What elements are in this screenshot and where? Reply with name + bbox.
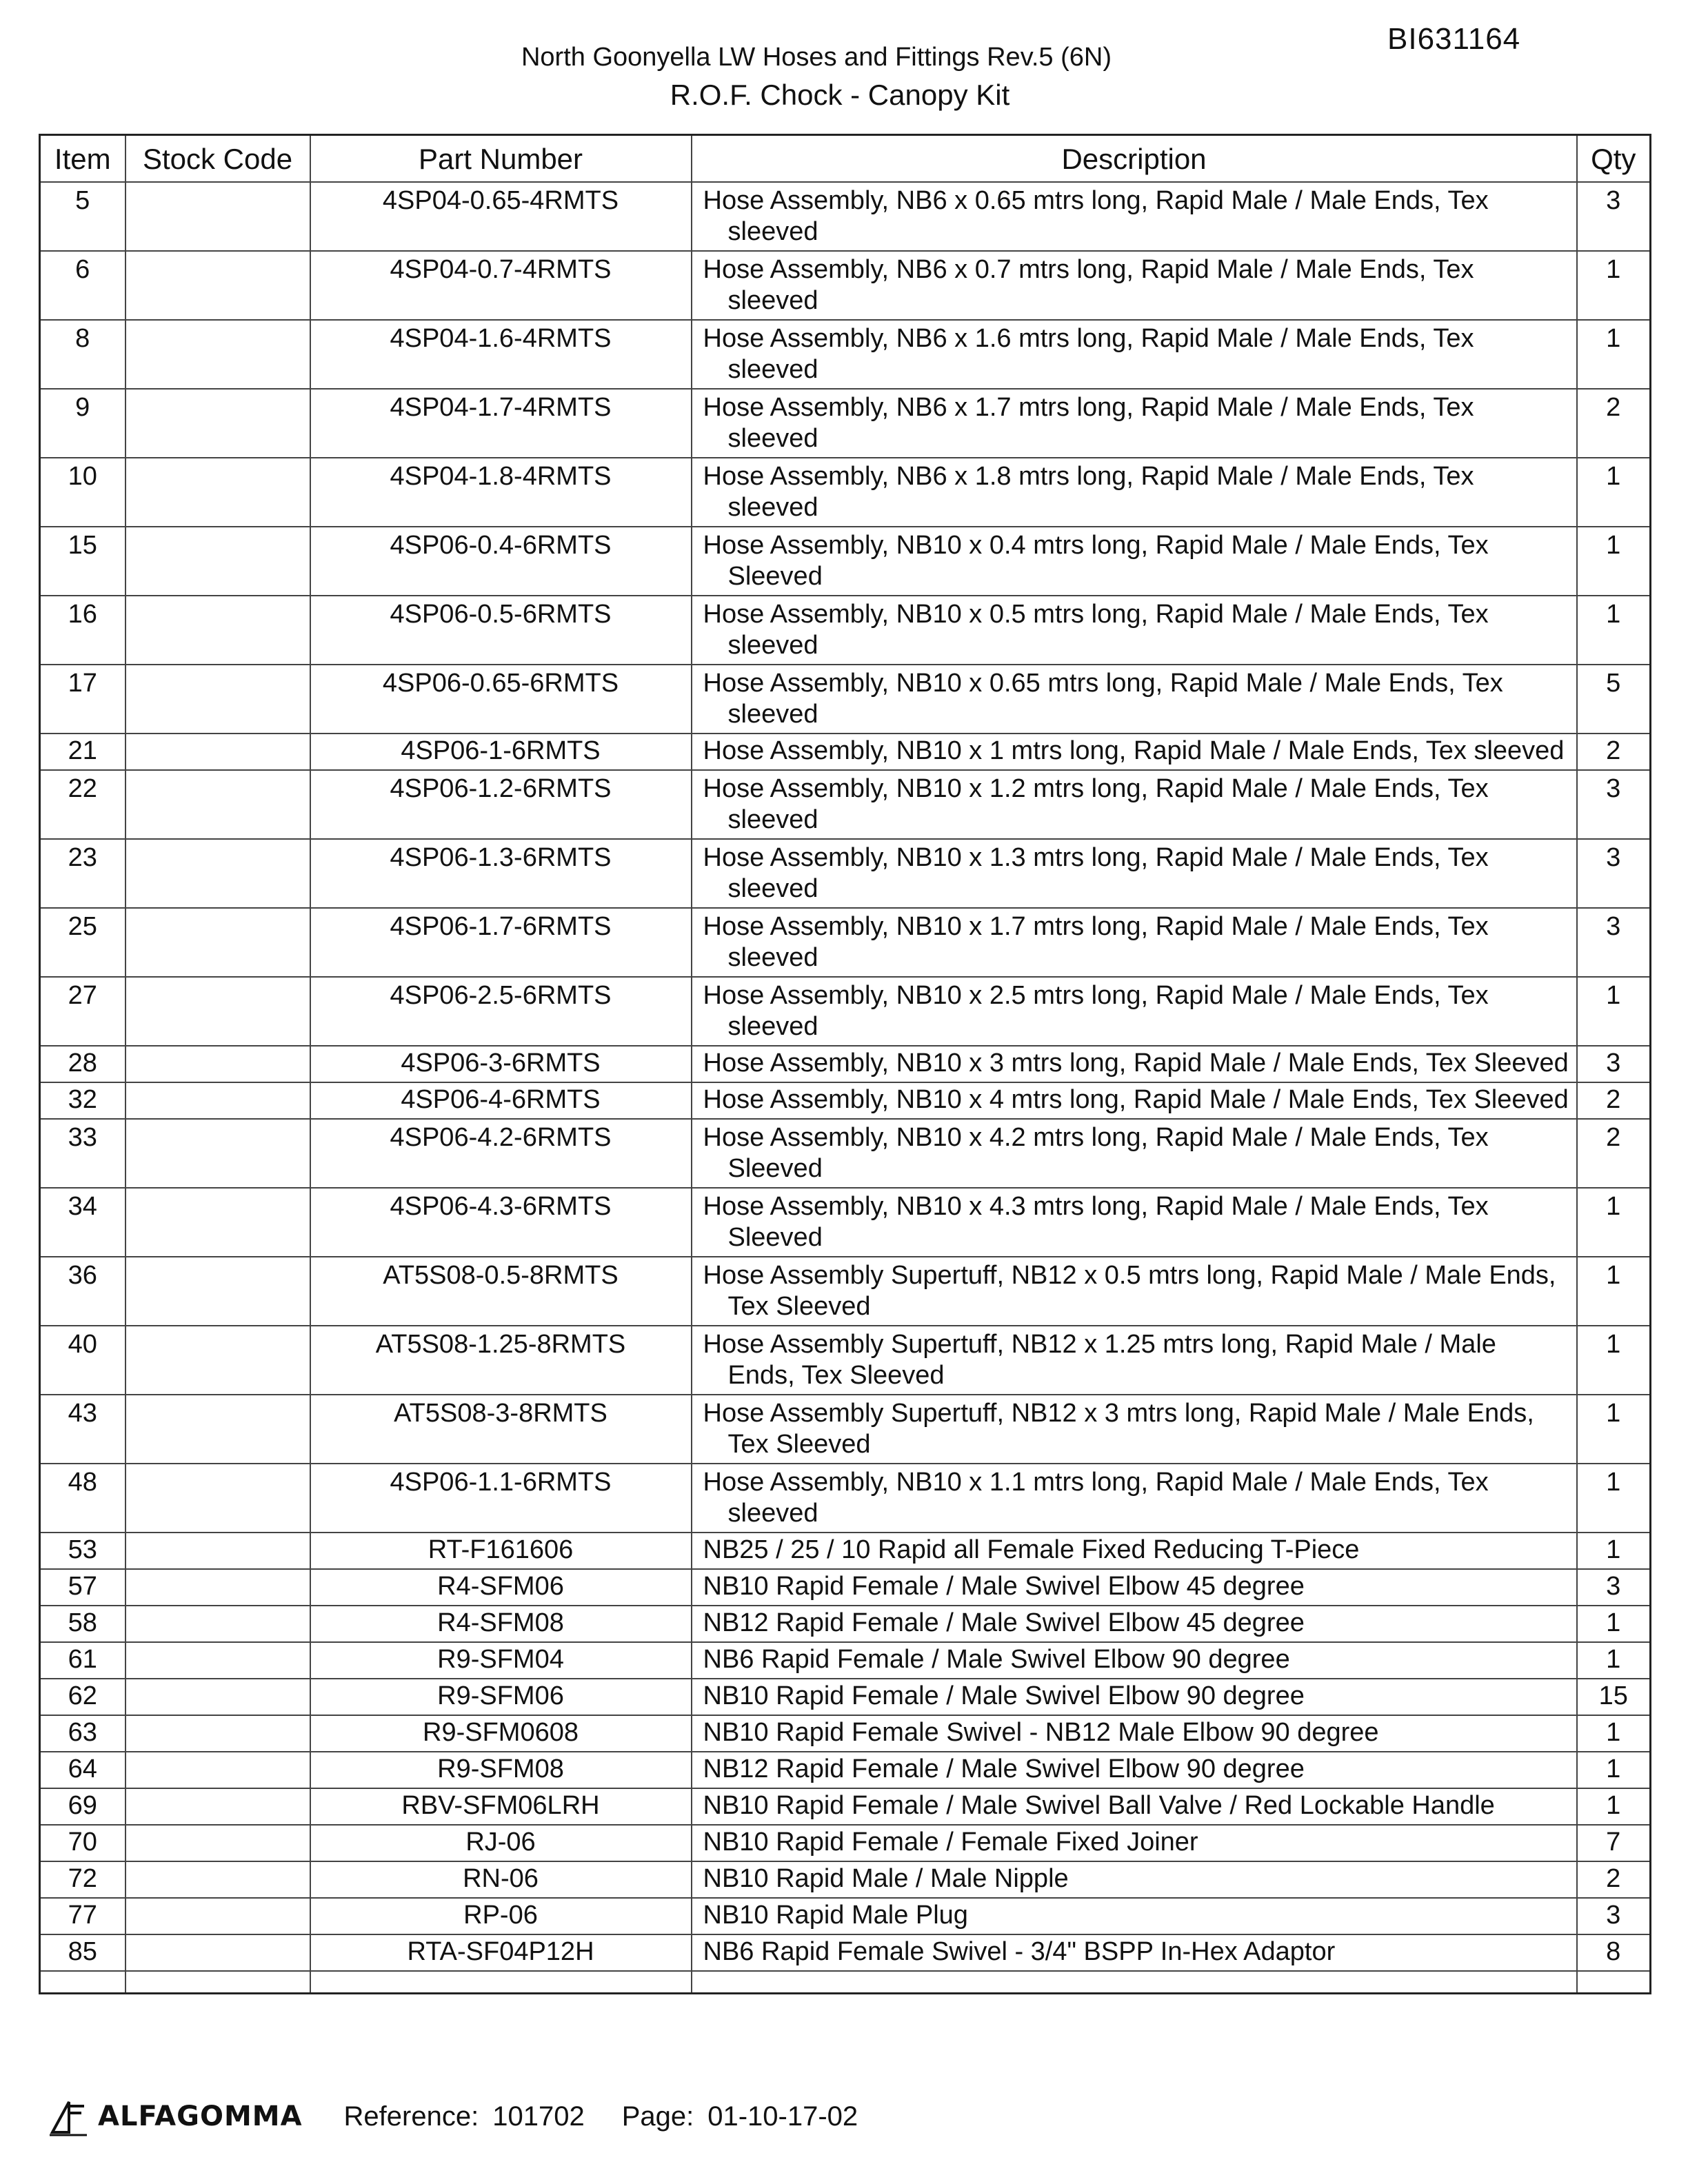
cell-description bbox=[692, 1533, 1577, 1569]
empty-cell bbox=[40, 1971, 125, 1994]
cell-description bbox=[692, 770, 1577, 839]
cell-part-number: R4-SFM08 bbox=[310, 1606, 692, 1642]
cell-part-number: 4SP06-0.4-6RMTS bbox=[310, 527, 692, 596]
description-text: NB6 Rapid Female Swivel - 3/4" BSPP In-Hex Adaptor bbox=[703, 1937, 1336, 1966]
description-text: Hose Assembly, NB10 x 1.2 mtrs long, Rapid Male / Male Ends, Tex sleeved bbox=[703, 774, 1489, 834]
reference-label: Reference: bbox=[343, 2101, 479, 2132]
cell-qty: 1 bbox=[1577, 1606, 1651, 1642]
document-subtitle bbox=[0, 79, 1688, 112]
cell-part-number: 4SP06-1.2-6RMTS bbox=[310, 770, 692, 839]
description-text: Hose Assembly, NB10 x 1.7 mtrs long, Rapid Male / Male Ends, Tex sleeved bbox=[703, 912, 1489, 972]
cell-stock-code bbox=[125, 1679, 310, 1715]
table-row bbox=[40, 1082, 1651, 1119]
description-text: NB10 Rapid Female / Male Swivel Ball Valve / Red Lockable Handle bbox=[703, 1791, 1495, 1820]
table-row bbox=[40, 251, 1651, 320]
cell-part-number: R9-SFM04 bbox=[310, 1642, 692, 1679]
cell-qty: 1 bbox=[1577, 1257, 1651, 1326]
description-text: NB10 Rapid Male Plug bbox=[703, 1901, 968, 1930]
cell-item: 63 bbox=[40, 1715, 125, 1752]
cell-qty: 3 bbox=[1577, 770, 1651, 839]
description-text: NB10 Rapid Female / Male Swivel Elbow 45 degree bbox=[703, 1572, 1305, 1601]
empty-cell bbox=[125, 1971, 310, 1994]
cell-qty: 3 bbox=[1577, 182, 1651, 251]
cell-part-number: RP-06 bbox=[310, 1898, 692, 1934]
cell-qty: 2 bbox=[1577, 1082, 1651, 1119]
cell-stock-code bbox=[125, 1569, 310, 1606]
reference-value: 101702 bbox=[492, 2101, 585, 2132]
cell-description bbox=[692, 1257, 1577, 1326]
cell-item: 61 bbox=[40, 1642, 125, 1679]
table-row bbox=[40, 1898, 1651, 1934]
header-stock-code: Stock Code bbox=[125, 135, 310, 183]
table-row bbox=[40, 1119, 1651, 1188]
cell-item: 53 bbox=[40, 1533, 125, 1569]
cell-part-number: R9-SFM0608 bbox=[310, 1715, 692, 1752]
logo-text: ALFAGOMMA bbox=[98, 2101, 303, 2132]
cell-part-number: 4SP06-2.5-6RMTS bbox=[310, 977, 692, 1046]
cell-item: 5 bbox=[40, 182, 125, 251]
table-row bbox=[40, 908, 1651, 977]
cell-description bbox=[692, 839, 1577, 908]
header-item: Item bbox=[40, 135, 125, 183]
document-code: BI631164 bbox=[1387, 22, 1521, 56]
cell-part-number: 4SP06-3-6RMTS bbox=[310, 1046, 692, 1082]
cell-part-number: 4SP04-1.8-4RMTS bbox=[310, 458, 692, 527]
table-header-row bbox=[40, 135, 1651, 183]
description-text: Hose Assembly, NB10 x 4.2 mtrs long, Rapid Male / Male Ends, Tex Sleeved bbox=[703, 1123, 1489, 1183]
cell-description bbox=[692, 908, 1577, 977]
table-row bbox=[40, 1464, 1651, 1533]
description-text: Hose Assembly, NB10 x 0.4 mtrs long, Rapid Male / Male Ends, Tex Sleeved bbox=[703, 531, 1489, 591]
cell-description bbox=[692, 389, 1577, 458]
cell-item: 48 bbox=[40, 1464, 125, 1533]
cell-qty: 1 bbox=[1577, 527, 1651, 596]
description-text: Hose Assembly, NB6 x 1.8 mtrs long, Rapid Male / Male Ends, Tex sleeved bbox=[703, 462, 1474, 522]
cell-description bbox=[692, 527, 1577, 596]
table-row bbox=[40, 1788, 1651, 1825]
cell-stock-code bbox=[125, 527, 310, 596]
description-text: Hose Assembly, NB10 x 3 mtrs long, Rapid Male / Male Ends, Tex Sleeved bbox=[703, 1049, 1569, 1078]
cell-qty: 5 bbox=[1577, 665, 1651, 734]
cell-qty: 1 bbox=[1577, 1464, 1651, 1533]
cell-stock-code bbox=[125, 596, 310, 665]
cell-item: 8 bbox=[40, 320, 125, 389]
parts-table bbox=[39, 134, 1651, 1994]
cell-stock-code bbox=[125, 182, 310, 251]
page-label: Page: bbox=[621, 2101, 694, 2132]
document-title-text: North Goonyella LW Hoses and Fittings Rev.5 (6N) bbox=[521, 43, 1112, 72]
alfagomma-logo-icon bbox=[48, 2096, 88, 2136]
document-subtitle-text: R.O.F. Chock - Canopy Kit bbox=[670, 79, 1010, 111]
description-text: Hose Assembly Supertuff, NB12 x 3 mtrs long, Rapid Male / Male Ends, Tex Sleeved bbox=[703, 1399, 1534, 1459]
table-row bbox=[40, 1861, 1651, 1898]
cell-qty: 1 bbox=[1577, 320, 1651, 389]
cell-stock-code bbox=[125, 1046, 310, 1082]
description-text: Hose Assembly, NB10 x 0.5 mtrs long, Rapid Male / Male Ends, Tex sleeved bbox=[703, 600, 1489, 660]
cell-qty: 1 bbox=[1577, 1533, 1651, 1569]
cell-description bbox=[692, 1326, 1577, 1395]
description-text: Hose Assembly, NB6 x 0.65 mtrs long, Rapid Male / Male Ends, Tex sleeved bbox=[703, 186, 1489, 246]
cell-qty: 1 bbox=[1577, 1788, 1651, 1825]
cell-description bbox=[692, 1464, 1577, 1533]
cell-item: 43 bbox=[40, 1395, 125, 1464]
table-row bbox=[40, 1679, 1651, 1715]
table-row bbox=[40, 665, 1651, 734]
cell-item: 69 bbox=[40, 1788, 125, 1825]
cell-part-number: R9-SFM08 bbox=[310, 1752, 692, 1788]
empty-cell bbox=[310, 1971, 692, 1994]
table-row bbox=[40, 1533, 1651, 1569]
cell-item: 32 bbox=[40, 1082, 125, 1119]
cell-stock-code bbox=[125, 770, 310, 839]
header-description: Description bbox=[692, 135, 1577, 183]
cell-description bbox=[692, 1119, 1577, 1188]
table-row bbox=[40, 1569, 1651, 1606]
cell-qty: 3 bbox=[1577, 1569, 1651, 1606]
table-row bbox=[40, 182, 1651, 251]
cell-qty: 2 bbox=[1577, 1119, 1651, 1188]
cell-part-number: RBV-SFM06LRH bbox=[310, 1788, 692, 1825]
table-row bbox=[40, 527, 1651, 596]
table-row bbox=[40, 1642, 1651, 1679]
cell-qty: 1 bbox=[1577, 458, 1651, 527]
cell-qty: 3 bbox=[1577, 839, 1651, 908]
cell-part-number: AT5S08-0.5-8RMTS bbox=[310, 1257, 692, 1326]
table-row bbox=[40, 1825, 1651, 1861]
cell-part-number: 4SP06-4-6RMTS bbox=[310, 1082, 692, 1119]
cell-qty: 1 bbox=[1577, 1326, 1651, 1395]
cell-part-number: RJ-06 bbox=[310, 1825, 692, 1861]
cell-part-number: R9-SFM06 bbox=[310, 1679, 692, 1715]
cell-stock-code bbox=[125, 977, 310, 1046]
cell-item: 34 bbox=[40, 1188, 125, 1257]
cell-description bbox=[692, 1861, 1577, 1898]
table-row bbox=[40, 1934, 1651, 1971]
description-text: NB10 Rapid Female / Male Swivel Elbow 90 degree bbox=[703, 1681, 1305, 1710]
cell-stock-code bbox=[125, 1082, 310, 1119]
cell-qty: 1 bbox=[1577, 977, 1651, 1046]
cell-stock-code bbox=[125, 1326, 310, 1395]
cell-part-number: 4SP06-4.3-6RMTS bbox=[310, 1188, 692, 1257]
cell-qty: 1 bbox=[1577, 1188, 1651, 1257]
cell-description bbox=[692, 1679, 1577, 1715]
table-row bbox=[40, 734, 1651, 770]
table-row bbox=[40, 320, 1651, 389]
cell-qty: 3 bbox=[1577, 1046, 1651, 1082]
cell-part-number: R4-SFM06 bbox=[310, 1569, 692, 1606]
cell-description bbox=[692, 1395, 1577, 1464]
description-text: Hose Assembly, NB10 x 1 mtrs long, Rapid Male / Male Ends, Tex sleeved bbox=[703, 736, 1565, 765]
description-text: Hose Assembly, NB6 x 1.6 mtrs long, Rapid Male / Male Ends, Tex sleeved bbox=[703, 324, 1474, 384]
cell-qty: 3 bbox=[1577, 1898, 1651, 1934]
cell-stock-code bbox=[125, 1715, 310, 1752]
description-text: Hose Assembly, NB10 x 4.3 mtrs long, Rapid Male / Male Ends, Tex Sleeved bbox=[703, 1192, 1489, 1252]
cell-part-number: RT-F161606 bbox=[310, 1533, 692, 1569]
cell-stock-code bbox=[125, 1533, 310, 1569]
cell-description bbox=[692, 977, 1577, 1046]
table-row bbox=[40, 389, 1651, 458]
cell-part-number: 4SP06-1.7-6RMTS bbox=[310, 908, 692, 977]
table-row bbox=[40, 839, 1651, 908]
cell-item: 70 bbox=[40, 1825, 125, 1861]
cell-part-number: 4SP06-1.1-6RMTS bbox=[310, 1464, 692, 1533]
cell-part-number: 4SP06-4.2-6RMTS bbox=[310, 1119, 692, 1188]
cell-item: 9 bbox=[40, 389, 125, 458]
table-row bbox=[40, 1395, 1651, 1464]
table-row bbox=[40, 1046, 1651, 1082]
cell-description bbox=[692, 1082, 1577, 1119]
cell-item: 58 bbox=[40, 1606, 125, 1642]
cell-stock-code bbox=[125, 1898, 310, 1934]
description-text: Hose Assembly, NB10 x 1.1 mtrs long, Rapid Male / Male Ends, Tex sleeved bbox=[703, 1468, 1489, 1528]
cell-stock-code bbox=[125, 1188, 310, 1257]
cell-description bbox=[692, 320, 1577, 389]
cell-part-number: AT5S08-3-8RMTS bbox=[310, 1395, 692, 1464]
table-row bbox=[40, 596, 1651, 665]
cell-qty: 1 bbox=[1577, 1642, 1651, 1679]
table-row bbox=[40, 770, 1651, 839]
cell-item: 17 bbox=[40, 665, 125, 734]
cell-item: 85 bbox=[40, 1934, 125, 1971]
empty-cell bbox=[692, 1971, 1577, 1994]
cell-qty: 2 bbox=[1577, 389, 1651, 458]
description-text: Hose Assembly, NB10 x 0.65 mtrs long, Rapid Male / Male Ends, Tex sleeved bbox=[703, 669, 1503, 729]
cell-qty: 3 bbox=[1577, 908, 1651, 977]
table-body bbox=[40, 182, 1651, 1994]
cell-description bbox=[692, 1898, 1577, 1934]
description-text: NB10 Rapid Female Swivel - NB12 Male Elbow 90 degree bbox=[703, 1718, 1379, 1747]
cell-part-number: 4SP06-0.5-6RMTS bbox=[310, 596, 692, 665]
cell-description bbox=[692, 1188, 1577, 1257]
table-row bbox=[40, 458, 1651, 527]
cell-description bbox=[692, 251, 1577, 320]
cell-part-number: AT5S08-1.25-8RMTS bbox=[310, 1326, 692, 1395]
cell-qty: 1 bbox=[1577, 251, 1651, 320]
page-value: 01-10-17-02 bbox=[707, 2101, 858, 2132]
table-row bbox=[40, 1326, 1651, 1395]
cell-description bbox=[692, 1569, 1577, 1606]
cell-part-number: RN-06 bbox=[310, 1861, 692, 1898]
cell-item: 16 bbox=[40, 596, 125, 665]
cell-stock-code bbox=[125, 1464, 310, 1533]
cell-item: 36 bbox=[40, 1257, 125, 1326]
cell-qty: 7 bbox=[1577, 1825, 1651, 1861]
cell-description bbox=[692, 1046, 1577, 1082]
cell-stock-code bbox=[125, 908, 310, 977]
cell-description bbox=[692, 1788, 1577, 1825]
cell-stock-code bbox=[125, 1257, 310, 1326]
table-row bbox=[40, 1257, 1651, 1326]
cell-stock-code bbox=[125, 1861, 310, 1898]
table-row bbox=[40, 977, 1651, 1046]
cell-item: 40 bbox=[40, 1326, 125, 1395]
cell-qty: 15 bbox=[1577, 1679, 1651, 1715]
cell-item: 72 bbox=[40, 1861, 125, 1898]
cell-stock-code bbox=[125, 1934, 310, 1971]
description-text: NB12 Rapid Female / Male Swivel Elbow 90 degree bbox=[703, 1755, 1305, 1783]
cell-item: 64 bbox=[40, 1752, 125, 1788]
cell-stock-code bbox=[125, 251, 310, 320]
cell-stock-code bbox=[125, 1606, 310, 1642]
cell-stock-code bbox=[125, 389, 310, 458]
cell-stock-code bbox=[125, 1825, 310, 1861]
table-row bbox=[40, 1188, 1651, 1257]
cell-description bbox=[692, 182, 1577, 251]
cell-qty: 8 bbox=[1577, 1934, 1651, 1971]
cell-part-number: 4SP04-0.65-4RMTS bbox=[310, 182, 692, 251]
cell-qty: 2 bbox=[1577, 1861, 1651, 1898]
cell-stock-code bbox=[125, 1119, 310, 1188]
cell-item: 15 bbox=[40, 527, 125, 596]
description-text: NB25 / 25 / 10 Rapid all Female Fixed Reducing T-Piece bbox=[703, 1535, 1360, 1564]
description-text: Hose Assembly, NB10 x 1.3 mtrs long, Rapid Male / Male Ends, Tex sleeved bbox=[703, 843, 1489, 903]
description-text: NB10 Rapid Female / Female Fixed Joiner bbox=[703, 1828, 1198, 1857]
cell-description bbox=[692, 458, 1577, 527]
description-text: Hose Assembly, NB10 x 2.5 mtrs long, Rapid Male / Male Ends, Tex sleeved bbox=[703, 981, 1489, 1041]
cell-item: 10 bbox=[40, 458, 125, 527]
cell-stock-code bbox=[125, 1642, 310, 1679]
cell-stock-code bbox=[125, 1788, 310, 1825]
cell-item: 23 bbox=[40, 839, 125, 908]
description-text: Hose Assembly Supertuff, NB12 x 0.5 mtrs long, Rapid Male / Male Ends, Tex Sleeved bbox=[703, 1261, 1556, 1321]
cell-item: 77 bbox=[40, 1898, 125, 1934]
cell-qty: 2 bbox=[1577, 734, 1651, 770]
cell-part-number: 4SP06-1-6RMTS bbox=[310, 734, 692, 770]
cell-item: 6 bbox=[40, 251, 125, 320]
cell-description bbox=[692, 1934, 1577, 1971]
cell-part-number: 4SP04-0.7-4RMTS bbox=[310, 251, 692, 320]
cell-item: 21 bbox=[40, 734, 125, 770]
cell-item: 28 bbox=[40, 1046, 125, 1082]
description-text: NB12 Rapid Female / Male Swivel Elbow 45 degree bbox=[703, 1608, 1305, 1637]
cell-description bbox=[692, 1642, 1577, 1679]
header-qty: Qty bbox=[1577, 135, 1651, 183]
description-text: Hose Assembly, NB6 x 0.7 mtrs long, Rapid Male / Male Ends, Tex sleeved bbox=[703, 255, 1474, 315]
cell-part-number: RTA-SF04P12H bbox=[310, 1934, 692, 1971]
cell-stock-code bbox=[125, 665, 310, 734]
description-text: NB6 Rapid Female / Male Swivel Elbow 90 degree bbox=[703, 1645, 1290, 1674]
cell-description bbox=[692, 1606, 1577, 1642]
table-row bbox=[40, 1715, 1651, 1752]
header-part-number: Part Number bbox=[310, 135, 692, 183]
cell-item: 25 bbox=[40, 908, 125, 977]
table-row bbox=[40, 1752, 1651, 1788]
page-footer bbox=[48, 2089, 1634, 2144]
cell-item: 22 bbox=[40, 770, 125, 839]
description-text: NB10 Rapid Male / Male Nipple bbox=[703, 1864, 1069, 1893]
cell-description bbox=[692, 1752, 1577, 1788]
cell-description bbox=[692, 665, 1577, 734]
company-logo bbox=[48, 2096, 303, 2136]
cell-stock-code bbox=[125, 734, 310, 770]
table-row-empty bbox=[40, 1971, 1651, 1994]
cell-stock-code bbox=[125, 839, 310, 908]
description-text: Hose Assembly, NB10 x 4 mtrs long, Rapid Male / Male Ends, Tex Sleeved bbox=[703, 1085, 1569, 1114]
document-title bbox=[0, 43, 1688, 72]
cell-description bbox=[692, 1825, 1577, 1861]
cell-part-number: 4SP04-1.6-4RMTS bbox=[310, 320, 692, 389]
cell-description bbox=[692, 596, 1577, 665]
empty-cell bbox=[1577, 1971, 1651, 1994]
cell-stock-code bbox=[125, 320, 310, 389]
cell-description bbox=[692, 734, 1577, 770]
cell-item: 27 bbox=[40, 977, 125, 1046]
table-row bbox=[40, 1606, 1651, 1642]
cell-item: 57 bbox=[40, 1569, 125, 1606]
cell-item: 62 bbox=[40, 1679, 125, 1715]
cell-stock-code bbox=[125, 1752, 310, 1788]
cell-description bbox=[692, 1715, 1577, 1752]
description-text: Hose Assembly, NB6 x 1.7 mtrs long, Rapid Male / Male Ends, Tex sleeved bbox=[703, 393, 1474, 453]
cell-part-number: 4SP06-0.65-6RMTS bbox=[310, 665, 692, 734]
cell-stock-code bbox=[125, 458, 310, 527]
description-text: Hose Assembly Supertuff, NB12 x 1.25 mtrs long, Rapid Male / Male Ends, Tex Sleeved bbox=[703, 1330, 1496, 1390]
cell-item: 33 bbox=[40, 1119, 125, 1188]
cell-qty: 1 bbox=[1577, 1752, 1651, 1788]
cell-qty: 1 bbox=[1577, 1715, 1651, 1752]
cell-qty: 1 bbox=[1577, 596, 1651, 665]
cell-part-number: 4SP06-1.3-6RMTS bbox=[310, 839, 692, 908]
cell-qty: 1 bbox=[1577, 1395, 1651, 1464]
cell-part-number: 4SP04-1.7-4RMTS bbox=[310, 389, 692, 458]
cell-stock-code bbox=[125, 1395, 310, 1464]
